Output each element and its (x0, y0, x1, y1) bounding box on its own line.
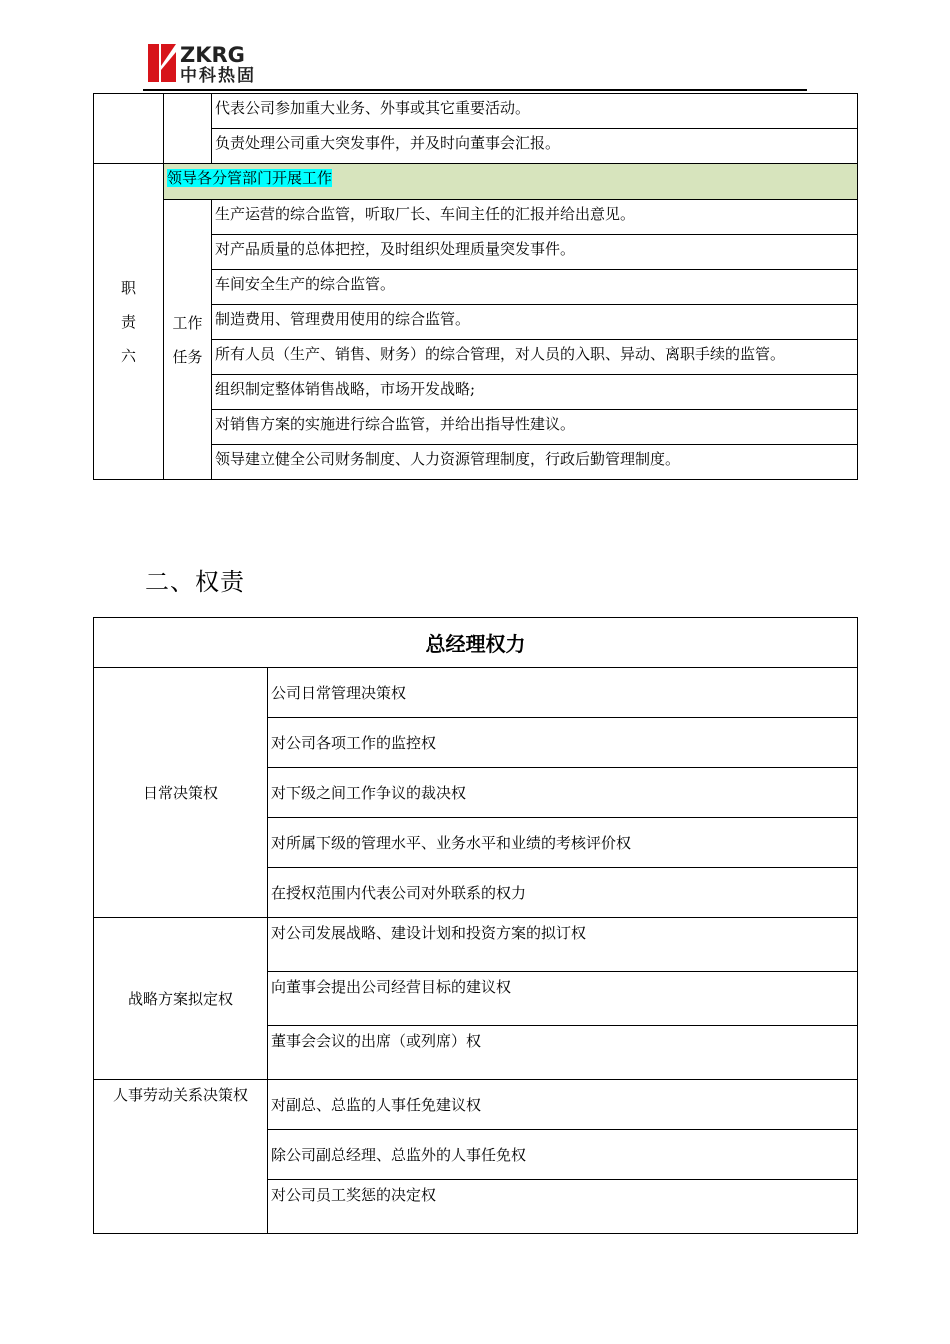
duties-table (93, 93, 858, 480)
task-item: 所有人员（生产、销售、财务）的综合管理，对人员的入职、异动、离职手续的监管。 (212, 340, 858, 375)
power-category: 日常决策权 (94, 668, 268, 918)
duty-label-char: 六 (120, 346, 136, 365)
duty-title: 领导各分管部门开展工作 (167, 169, 333, 187)
task-item: 组织制定整体销售战略，市场开发战略; (212, 375, 858, 410)
power-item: 对所属下级的管理水平、业务水平和业绩的考核评价权 (268, 818, 858, 868)
power-item: 向董事会提出公司经营目标的建议权 (268, 972, 858, 1026)
task-item: 制造费用、管理费用使用的综合监管。 (212, 305, 858, 340)
power-item: 在授权范围内代表公司对外联系的权力 (268, 868, 858, 918)
empty-cell (94, 94, 164, 164)
duty-label (94, 164, 164, 480)
section-heading: 二、权责 (145, 568, 245, 596)
power-category: 战略方案拟定权 (94, 918, 268, 1080)
task-item: 领导建立健全公司财务制度、人力资源管理制度，行政后勤管理制度。 (212, 445, 858, 480)
task-label-line: 任务 (172, 347, 203, 366)
logo-text: ZKRG (180, 43, 245, 67)
task-item: 车间安全生产的综合监管。 (212, 270, 858, 305)
task-item: 对销售方案的实施进行综合监管，并给出指导性建议。 (212, 410, 858, 445)
header-rule (143, 89, 807, 91)
company-logo (148, 42, 288, 84)
power-item: 董事会会议的出席（或列席）权 (268, 1026, 858, 1080)
power-item: 对副总、总监的人事任免建议权 (268, 1080, 858, 1130)
power-item: 对公司发展战略、建设计划和投资方案的拟订权 (268, 918, 858, 972)
powers-table-title: 总经理权力 (94, 618, 858, 668)
task-item: 生产运营的综合监管，听取厂长、车间主任的汇报并给出意见。 (212, 200, 858, 235)
power-item: 公司日常管理决策权 (268, 668, 858, 718)
task-label-line: 工作 (172, 313, 203, 332)
duty-item: 代表公司参加重大业务、外事或其它重要活动。 (212, 94, 858, 129)
duty-title-cell (164, 164, 858, 200)
empty-cell (164, 94, 212, 164)
zkrg-logo-icon (148, 42, 288, 84)
duty-label-char: 责 (120, 312, 136, 331)
duty-item: 负责处理公司重大突发事件，并及时向董事会汇报。 (212, 129, 858, 164)
powers-table (93, 617, 858, 1234)
duty-label-char: 职 (120, 278, 136, 297)
task-label (164, 200, 212, 480)
power-category: 人事劳动关系决策权 (94, 1080, 268, 1234)
power-item: 对公司员工奖惩的决定权 (268, 1180, 858, 1234)
task-item: 对产品质量的总体把控，及时组织处理质量突发事件。 (212, 235, 858, 270)
power-item: 除公司副总经理、总监外的人事任免权 (268, 1130, 858, 1180)
power-item: 对公司各项工作的监控权 (268, 718, 858, 768)
logo-subtext: 中科热固 (180, 66, 256, 84)
power-item: 对下级之间工作争议的裁决权 (268, 768, 858, 818)
